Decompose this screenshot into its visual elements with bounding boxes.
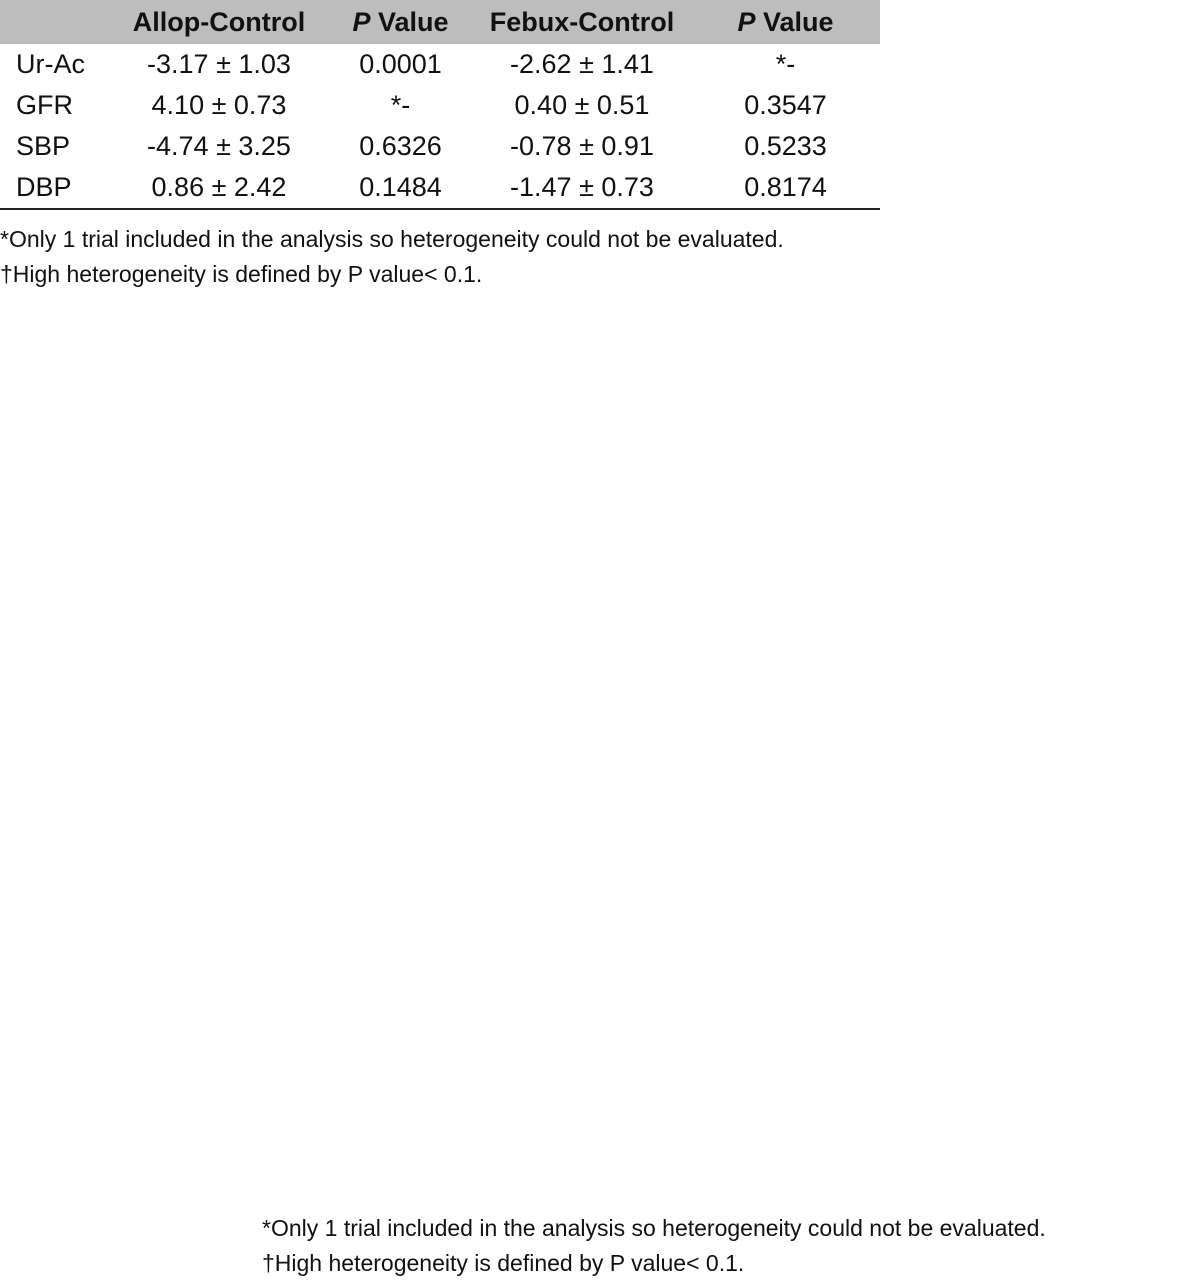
row-label: SBP — [16, 131, 71, 161]
table-row — [0, 85, 880, 126]
cell-febux: 0.40 ± 0.51 — [514, 90, 650, 120]
table-header-row — [0, 0, 880, 44]
header-febux-control: Febux-Control — [489, 6, 675, 37]
cell-p-value-2: 0.5233 — [744, 131, 827, 161]
header-p-value-1-italic: P — [352, 6, 371, 37]
table-row — [0, 167, 880, 209]
cell-allop: 4.10 ± 0.73 — [151, 90, 287, 120]
header-p-value-2-italic: P — [737, 6, 756, 37]
footnotes-bottom — [262, 1211, 1046, 1281]
cell-p-value-2: *- — [775, 49, 796, 79]
footnote-heterogeneity: †High heterogeneity is defined by P value< 0.1. — [0, 261, 483, 287]
footnote-single-trial: *Only 1 trial included in the analysis so heterogeneity could not be evaluated. — [0, 226, 784, 252]
cell-allop: -4.74 ± 3.25 — [147, 131, 291, 161]
header-allop-control: Allop-Control — [132, 6, 306, 37]
footnote-single-trial-repeat: *Only 1 trial included in the analysis so heterogeneity could not be evaluated. — [262, 1215, 1046, 1241]
table-row — [0, 44, 880, 85]
cell-p-value-1: 0.0001 — [359, 49, 442, 79]
cell-febux: -0.78 ± 0.91 — [510, 131, 654, 161]
cell-p-value-1: 0.1484 — [328, 167, 473, 209]
cell-p-value-2: 0.3547 — [744, 90, 827, 120]
footnotes-top — [0, 222, 784, 292]
cell-allop: -3.17 ± 1.03 — [147, 49, 291, 79]
row-label: GFR — [16, 90, 73, 120]
header-label — [0, 0, 110, 44]
header-p-value-1 — [328, 0, 473, 44]
table-row — [0, 126, 880, 167]
cell-allop: 0.86 ± 2.42 — [110, 167, 328, 209]
cell-p-value-1: 0.6326 — [359, 131, 442, 161]
row-label: Ur-Ac — [16, 49, 85, 79]
cell-febux: -2.62 ± 1.41 — [510, 49, 654, 79]
header-p-value-1-rest: Value — [370, 6, 449, 37]
row-label: DBP — [0, 167, 110, 209]
header-p-value-2-rest: Value — [755, 6, 834, 37]
header-p-value-2 — [691, 0, 880, 44]
footnote-heterogeneity-repeat: †High heterogeneity is defined by P value< 0.1. — [262, 1250, 745, 1276]
results-table — [0, 0, 880, 210]
cell-p-value-1: *- — [390, 90, 411, 120]
cell-p-value-2: 0.8174 — [691, 167, 880, 209]
cell-febux: -1.47 ± 0.73 — [473, 167, 691, 209]
